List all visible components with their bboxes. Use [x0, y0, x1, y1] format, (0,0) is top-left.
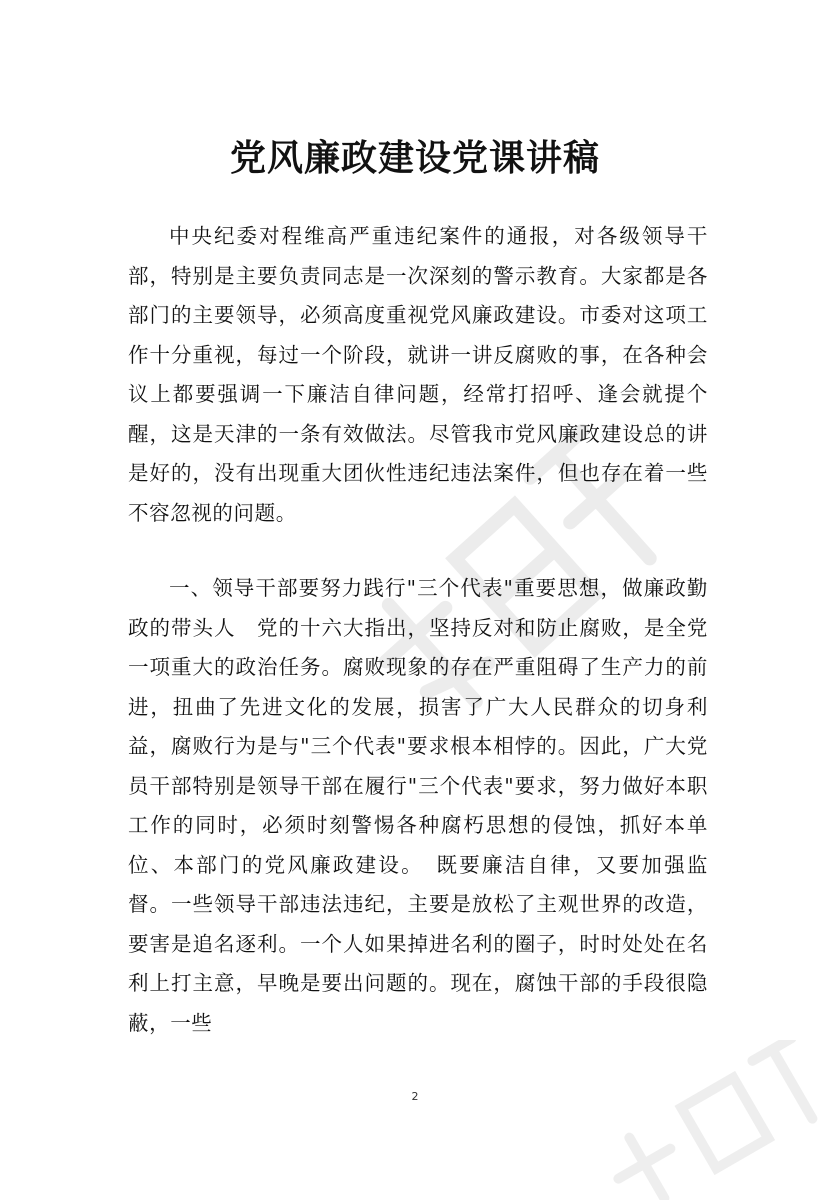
paragraph-intro: 中央纪委对程维高严重违纪案件的通报，对各级领导干部，特别是主要负责同志是一次深刻的警示教育。大家都是各部门的主要领导，必须高度重视党风廉政建设。市委对这项工作十分重视，每过一个阶段，就讲一讲反腐败的事，在各种会议上都要强调一下廉洁自律问题，经常打招呼、逢会就提个醒，这是天津的一条有效做法。尽管我市党风廉政建设总的讲是好的，没有出现重大团伙性违纪违法案件，但也存在着一些不容忽视的问题。: [128, 224, 708, 525]
watermark-graphic-bottom: [560, 1040, 830, 1200]
document-title: 党风廉政建设党课讲稿: [229, 138, 600, 180]
page-number: 2: [411, 1090, 419, 1103]
paragraph-section-one: 一、领导干部要努力践行"三个代表"重要思想，做廉政勤政的带头人 党的十六大指出，坚持反对和防止腐败，是全党一项重大的政治任务。腐败现象的存在严重阻碍了生产力的前进，扭曲了先进文化的发展，损害了广大人民群众的切身利益，腐败行为是与"三个代表"要求根本相悖的。因此，广大党员干部特别是领导干部在履行"三个代表"要求，努力做好本职工作的同时，必须时刻警惕各种腐朽思想的侵蚀，抓好本单位、本部门的党风廉政建设。 既要廉洁自律，又要加强监督。一些领导干部违法违纪，主要是放松了主观世界的改造，要害是追名逐利。一个人如果掉进名利的圈子，时时处处在名利上打主意，早晚是要出问题的。现在，腐蚀干部的手段很隐蔽，一些: [128, 576, 708, 1035]
